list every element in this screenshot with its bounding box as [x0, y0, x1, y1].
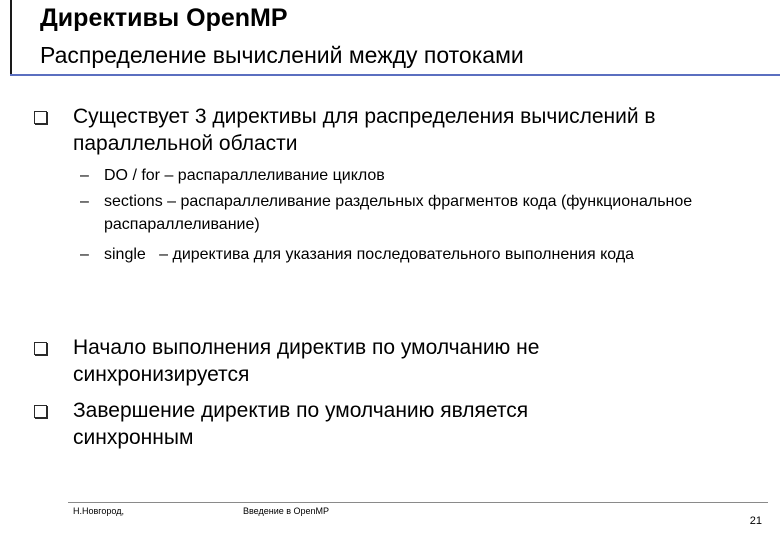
header-divider	[10, 74, 780, 76]
sub-item-text: single – директива для указания последовательного выполнения кода	[104, 246, 635, 263]
bullet-text: Существует 3 директивы для распределения вычислений в параллельной области	[73, 105, 656, 155]
footer-divider	[68, 502, 768, 503]
dash-marker: –	[80, 246, 89, 263]
footer-location: Н.Новгород,	[73, 506, 124, 516]
footer-course-title: Введение в OpenMP	[243, 506, 330, 516]
sub-item-text: sections – распараллеливание раздельных фрагментов кода (функциональное распараллеливание)	[104, 193, 693, 233]
slide-subtitle: Распределение вычислений между потоками	[40, 42, 524, 68]
bullet-text: Начало выполнения директив по умолчанию не синхронизируется	[73, 336, 540, 386]
header-left-bar	[10, 0, 12, 75]
bullet-text: Завершение директив по умолчанию является синхронным	[73, 399, 529, 449]
slide-header	[10, 0, 780, 75]
sub-item-text: DO / for – распараллеливание циклов	[104, 167, 385, 184]
dash-marker: –	[80, 193, 89, 210]
checkbox-bullet-icon	[34, 342, 47, 355]
checkbox-bullet-icon	[34, 405, 47, 418]
slide-title: Директивы OpenMP	[40, 4, 288, 32]
checkbox-bullet-icon	[34, 111, 47, 124]
page-number: 21	[749, 515, 762, 527]
dash-marker: –	[80, 167, 89, 184]
